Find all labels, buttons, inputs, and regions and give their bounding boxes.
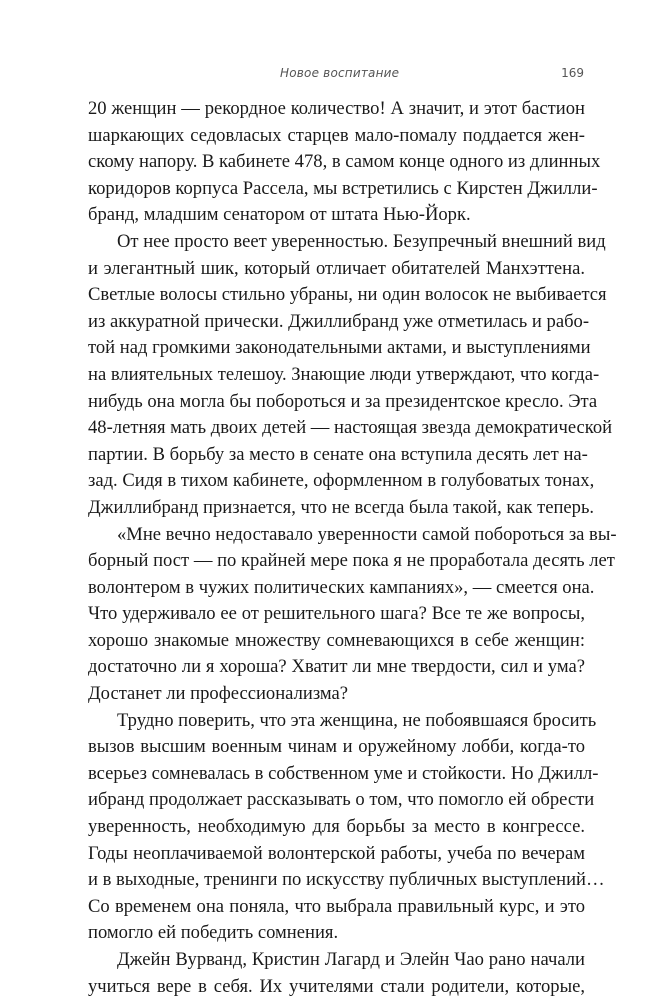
page-number: 169 [561,66,584,80]
text-line: помогло ей победить сомнения. [88,922,339,944]
text-line: и в выходные, тренинги по искусству публичных выступлений… [88,869,605,891]
text-line: нибудь она могла бы побороться и за президентское кресло. Эта [88,390,598,412]
text-line: бранд, младшим сенатором от штата Нью-Йорк. [88,204,471,226]
text-line: из аккуратной прически. Джиллибранд уже отметилась и рабо- [88,310,590,332]
running-header [0,66,672,84]
text-line: Светлые волосы стильно убраны, ни один волосок не выбивается [88,284,607,306]
text-line: Что удерживало ее от решительного шага? Все те же вопросы, [88,603,585,625]
text-line: 48-летняя мать двоих детей — настоящая звезда демократической [88,417,613,439]
text-line: Достанет ли профессионализма? [88,683,349,705]
body-text [88,96,617,1000]
text-line: скому напору. В кабинете 478, в самом конце одного из длинных [88,151,601,173]
text-line: зад. Сидя в тихом кабинете, оформленном в голубоватых тонах, [88,470,595,492]
text-line: хорошо знакомые множеству сомневающихся в себе женщин: [88,629,585,651]
running-title: Новое воспитание [280,66,400,80]
text-line: 20 женщин — рекордное количество! А значит, и этот бастион [88,98,585,119]
text-line: От нее просто веет уверенностью. Безупречный внешний вид [117,230,606,252]
text-line: Джиллибранд признается, что не всегда была такой, как теперь. [88,496,595,518]
text-line: борный пост — по крайней мере пока я не проработала десять лет [88,550,615,572]
text-line: ибранд продолжает рассказывать о том, что помогло ей обрести [88,789,595,811]
text-line: той над громкими законодательными актами, и выступлениями [88,337,591,359]
text-line: волонтером в чужих политических кампаниях», — смеется она. [88,576,595,598]
text-line: достаточно ли я хороша? Хватит ли мне твердости, сил и ума? [88,656,585,678]
text-line: и элегантный шик, который отличает обитателей Манхэттена. [88,257,585,279]
text-line: коридоров корпуса Рассела, мы встретились с Кирстен Джилли- [88,177,598,199]
text-line: партии. В борьбу за место в сенате она вступила десять лет на- [88,443,588,465]
text-line: «Мне вечно недоставало уверенности самой побороться за вы- [117,523,617,545]
text-line: Джейн Вурванд, Кристин Лагард и Элейн Чао рано начали [117,949,585,970]
text-line: Трудно поверить, что эта женщина, не побоявшаяся бросить [117,709,597,731]
text-line: учиться вере в себя. Их учителями стали родители, которые, [88,975,585,997]
text-line: всерьез сомневалась в собственном уме и стойкости. Но Джилл- [88,762,599,784]
text-line: уверенность, необходимую для борьбы за место в конгрессе. [88,816,585,838]
text-line: шаркающих седовласых старцев мало-помалу поддается жен- [88,124,585,146]
text-line: Со временем она поняла, что выбрала правильный курс, и это [88,895,585,917]
text-line: Годы неоплачиваемой волонтерской работы, учеба по вечерам [88,842,585,864]
text-line: на влиятельных телешоу. Знающие люди утверждают, что когда- [88,363,600,385]
text-line: вызов высшим военным чинам и оружейному лобби, когда-то [88,736,585,758]
